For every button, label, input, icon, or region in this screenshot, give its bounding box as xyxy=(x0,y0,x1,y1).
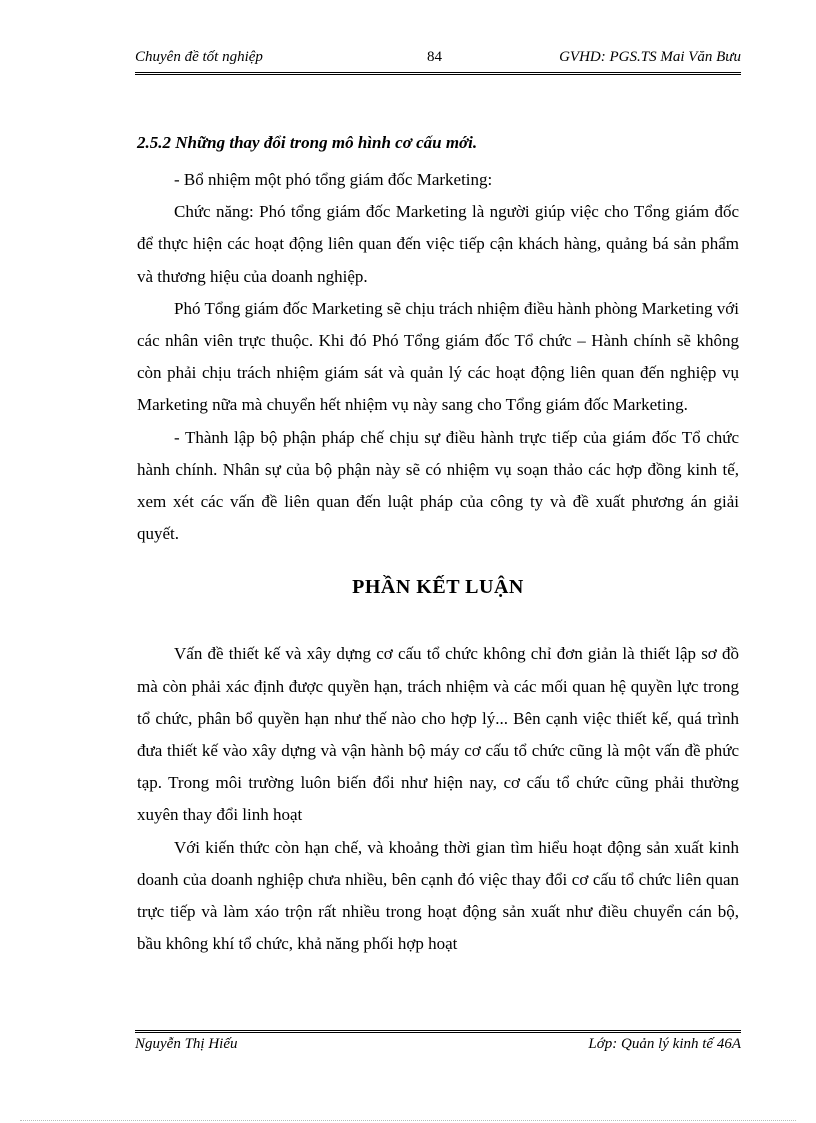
header-divider xyxy=(135,72,741,75)
header-document-title: Chuyên đề tốt nghiệp xyxy=(135,49,263,65)
body-paragraph: Phó Tổng giám đốc Marketing sẽ chịu trách nhiệm điều hành phòng Marketing với các nhân viên trực thuộc. Khi đó Phó Tổng giám đốc Tổ chức – Hành chính sẽ không còn phải chịu trách nhiệm giám sát và quản lý các hoạt động liên quan đến nghiệp vụ Marketing nữa mà chuyển hết nhiệm vụ này sang cho Tổng giám đốc Marketing. xyxy=(137,298,739,415)
page-edge-line xyxy=(20,1120,796,1121)
body-paragraph: - Thành lập bộ phận pháp chế chịu sự điều hành trực tiếp của giám đốc Tổ chức hành chính. Nhân sự của bộ phận này sẽ có nhiệm vụ soạn thảo các hợp đồng kinh tế, xem xét các vấn đề liên quan đến luật pháp của công ty và đề xuất phương án giải quyết. xyxy=(137,427,739,544)
body-paragraph: Với kiến thức còn hạn chế, và khoảng thời gian tìm hiểu hoạt động sản xuất kinh doanh của doanh nghiệp chưa nhiều, bên cạnh đó việc thay đổi cơ cấu tổ chức liên quan trực tiếp và làm xáo trộn rất nhiều trong hoạt động sản xuất như điều chuyển cán bộ, bầu không khí tổ chức, khả năng phối hợp hoạt xyxy=(137,837,739,954)
header-supervisor: GVHD: PGS.TS Mai Văn Bưu xyxy=(559,49,741,65)
body-paragraph: - Bổ nhiệm một phó tổng giám đốc Marketing: xyxy=(174,170,493,189)
page-header xyxy=(135,49,741,69)
footer-author: Nguyễn Thị Hiếu xyxy=(135,1036,238,1052)
conclusion-title: PHẦN KẾT LUẬN xyxy=(352,576,524,599)
section-heading: 2.5.2 Những thay đổi trong mô hình cơ cấu mới. xyxy=(137,133,478,152)
footer-divider xyxy=(135,1030,741,1033)
page-body xyxy=(137,131,739,960)
body-paragraph: Chức năng: Phó tổng giám đốc Marketing là người giúp việc cho Tổng giám đốc để thực hiện các hoạt động liên quan đến việc tiếp cận khách hàng, quảng bá sản phẩm và thương hiệu của doanh nghiệp. xyxy=(137,202,739,286)
body-paragraph: Vấn đề thiết kế và xây dựng cơ cấu tổ chức không chỉ đơn giản là thiết lập sơ đồ mà còn phải xác định được quyền hạn, trách nhiệm và các mối quan hệ quyền lực trong tổ chức, phân bổ quyền hạn như thế nào cho hợp lý... Bên cạnh việc thiết kế, quá trình đưa thiết kế vào xây dựng và vận hành bộ máy cơ cấu tổ chức cũng là một vấn đề phức tạp. Trong môi trường luôn biến đổi như hiện nay, cơ cấu tổ chức cũng phải thường xuyên thay đổi linh hoạt xyxy=(137,644,739,825)
page-number: 84 xyxy=(427,49,442,65)
page-footer xyxy=(135,1036,741,1056)
footer-class: Lớp: Quản lý kinh tế 46A xyxy=(588,1036,741,1052)
